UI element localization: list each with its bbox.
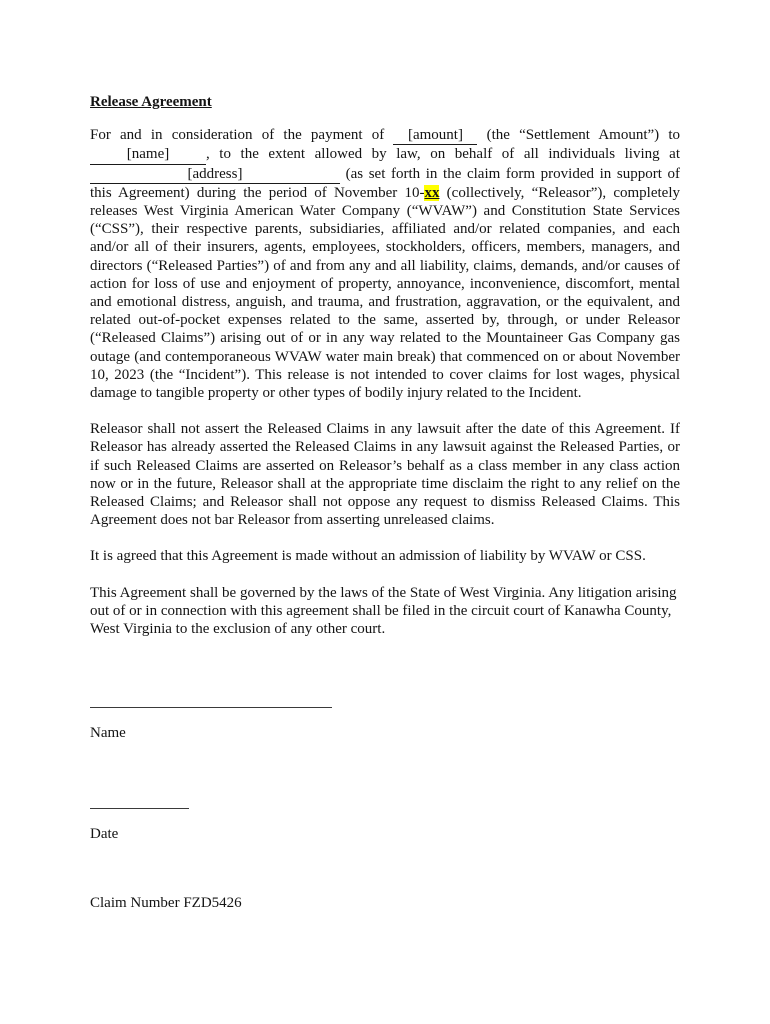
paragraph-consideration [90,126,680,402]
paragraph-released-claims: Releasor shall not assert the Released Claims in any lawsuit after the date of this Agreement. If Releasor has already asserted the Released Claims in any lawsuit against the Released Parties, or if such Released Claims are asserted on Releasor’s behalf as a class member in any class action now or in the future, Releasor shall at the appropriate time disclaim the right to any relief on the Released Claims; and Releasor shall not oppose any request to dismiss Released Claims. This Agreement does not bar Releasor from asserting unreleased claims. [90,421,680,529]
paragraph-no-admission: It is agreed that this Agreement is made without an admission of liability by WVAW or CSS. [90,548,646,565]
p1-after-highlight-text: (collectively, “Releasor”), completely releases West Virginia American Water Company (“WVAW”) and Constitution State Services (“CSS”), their respective parents, subsidiaries, affiliated and/or related companies, and each and/or all of their insurers, agents, employees, stockholders, officers, members, managers, and directors (“Released Parties”) of and from any and all liability, claims, demands, and/or causes of action for loss of use and enjoyment of property, annoyance, inconvenience, discomfort, mental and emotional distress, anguish, and trauma, and frustration, aggravation, or the equivalent, and related out-of-pocket expenses related to the same, asserted by, through, or under Releasor (“Released Claims”) arising out of or in any way related to the Mountaineer Gas Company gas outage (and contemporaneous WVAW water main break) that commenced on or about November 10, 2023 (the “Incident”). This release is not intended to cover claims for lost wages, physical damage to tangible property or other types of bodily injury related to the Incident. [90,184,681,402]
paragraph-governing-law: This Agreement shall be governed by the laws of the State of West Virginia. Any litigation arising out of or in connection with this agreement shall be filed in the circuit court of Kanawha County, West Virginia to the exclusion of any other court. [90,584,677,638]
p1-after-amount-text: (the “Settlement Amount”) to [477,127,680,144]
p1-after-address-text: (as set forth in the claim form provided in support of this Agreement) during the period of November 10- [90,165,680,201]
highlighted-date-field[interactable]: xx [424,184,440,201]
p1-intro-text: For and in consideration of the payment of [90,127,394,144]
signature-block [90,707,680,843]
amount-blank-field[interactable]: [amount] [393,126,477,145]
date-signature-line[interactable] [90,808,189,809]
claim-number: Claim Number FZD5426 [90,894,242,911]
p1-after-name-text: , to the extent allowed by law, on behalf of all individuals living at [206,146,680,163]
name-blank-field[interactable]: [name] [90,145,206,164]
document-title: Release Agreement [90,94,212,110]
address-blank-field[interactable]: [address] [90,165,340,184]
name-label: Name [90,725,126,742]
date-label: Date [90,826,119,843]
name-signature-line[interactable] [90,707,332,708]
